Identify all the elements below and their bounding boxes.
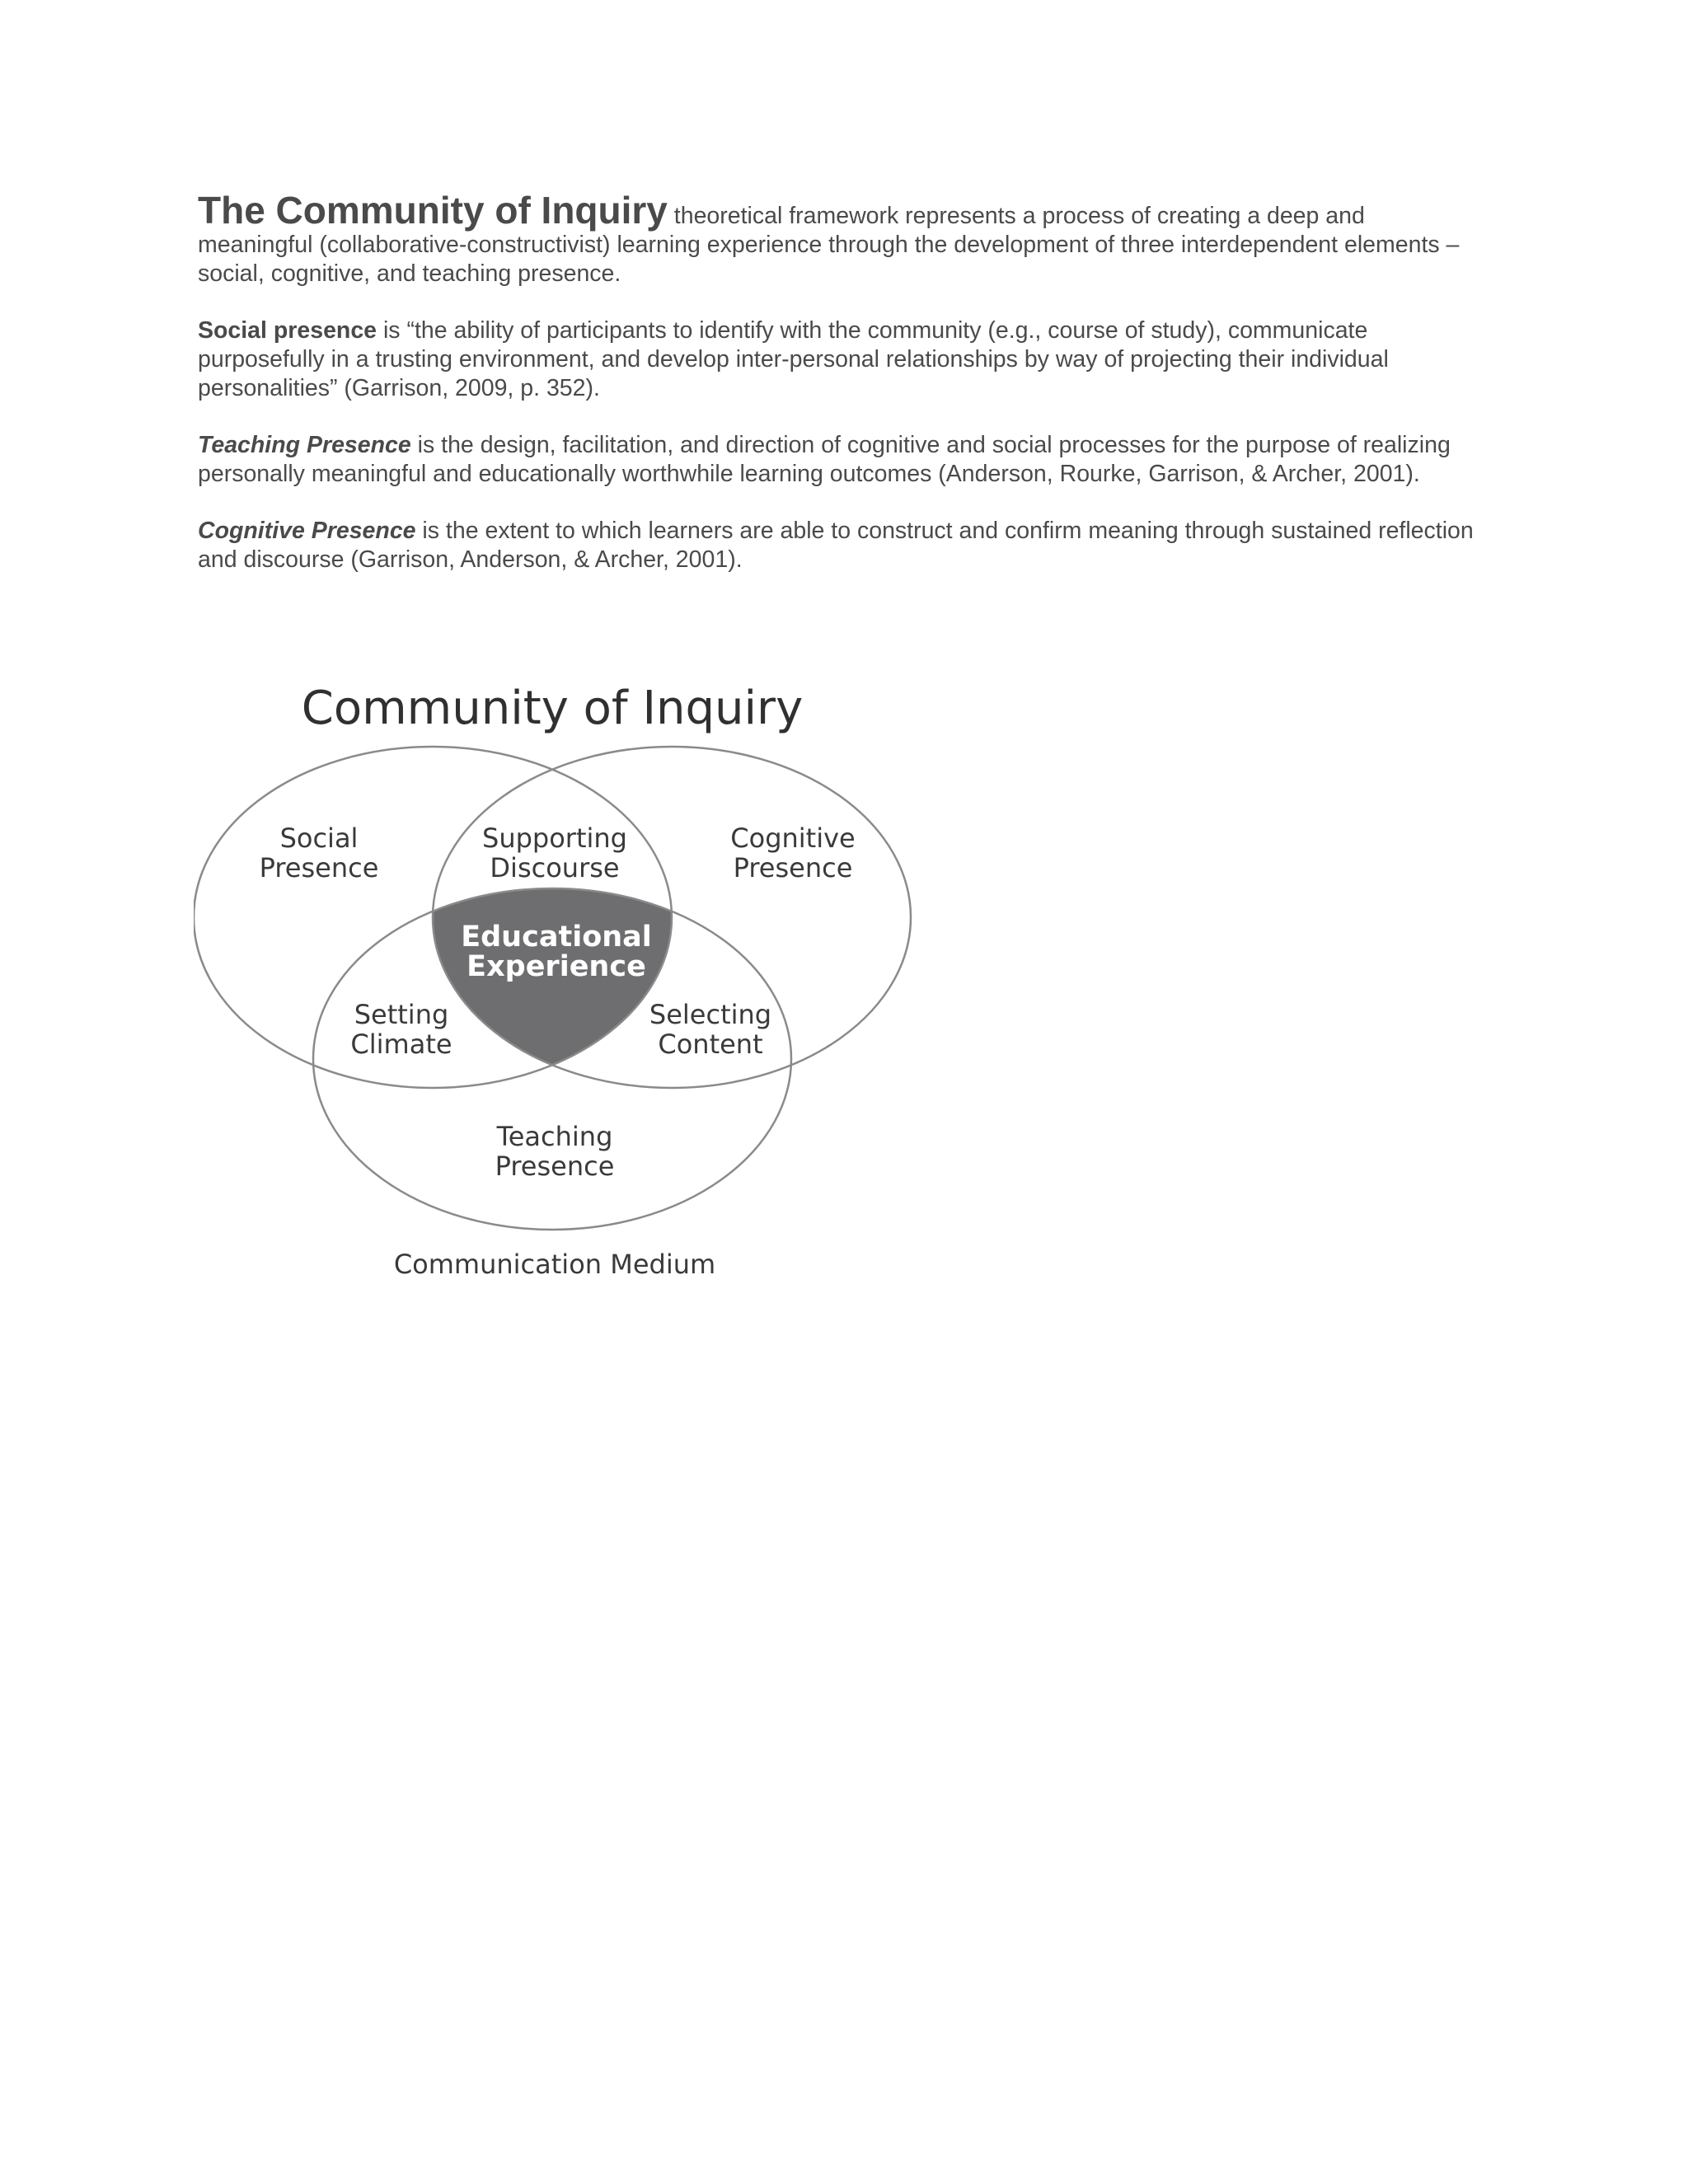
teaching-presence-paragraph <box>198 431 1484 489</box>
intro-lead: The Community of Inquiry <box>198 189 668 232</box>
teaching-presence-text: is the design, facilitation, and direction of cognitive and social processes for the purpose of realizing personally meaningful and educationally worthwhile learning outcomes (Anderson, Rourke, Garrison, & Archer, 2001). <box>198 432 1451 487</box>
social-presence-label-1: Social <box>279 823 359 854</box>
educational-experience-label-1: Educational <box>461 921 652 954</box>
diagram-title: Community of Inquiry <box>301 682 804 735</box>
social-presence-text: is “the ability of participants to identify with the community (e.g., course of study), communicate purposefully in a trusting environment, and develop inter-personal relationships by way of projecting their individual personalities” (Garrison, 2009, p. 352). <box>198 317 1389 401</box>
cognitive-presence-term: Cognitive Presence <box>198 518 416 544</box>
setting-climate-label-2: Climate <box>350 1029 452 1060</box>
communication-medium-label: Communication Medium <box>393 1249 716 1280</box>
cognitive-presence-paragraph <box>198 517 1484 574</box>
cognitive-presence-text: is the extent to which learners are able to construct and confirm meaning through sustained reflection and discourse (Garrison, Anderson, & Archer, 2001). <box>198 518 1474 573</box>
social-presence-label-2: Presence <box>259 852 379 883</box>
selecting-content-label-1: Selecting <box>649 999 772 1030</box>
educational-experience-label-2: Experience <box>467 950 646 983</box>
intro-paragraph <box>198 189 1484 288</box>
intro-text: theoretical framework represents a process of creating a deep and meaningful (collaborative-constructivist) learning experience through the development of three interdependent elements – social, cognitive, and teaching presence. <box>198 203 1460 287</box>
teaching-presence-label-1: Teaching <box>496 1121 613 1152</box>
setting-climate-label-1: Setting <box>354 999 449 1030</box>
supporting-discourse-label-1: Supporting <box>482 823 627 854</box>
document-body <box>198 189 1484 602</box>
teaching-presence-term: Teaching Presence <box>198 432 411 458</box>
social-presence-term: Social presence <box>198 317 377 344</box>
community-of-inquiry-diagram <box>194 668 927 1294</box>
selecting-content-label-2: Content <box>658 1029 763 1060</box>
cognitive-presence-label-2: Presence <box>733 852 853 883</box>
venn-diagram <box>194 668 927 1294</box>
social-presence-paragraph <box>198 316 1484 403</box>
teaching-presence-label-2: Presence <box>495 1151 615 1182</box>
supporting-discourse-label-2: Discourse <box>490 852 620 883</box>
cognitive-presence-label-1: Cognitive <box>730 823 856 854</box>
